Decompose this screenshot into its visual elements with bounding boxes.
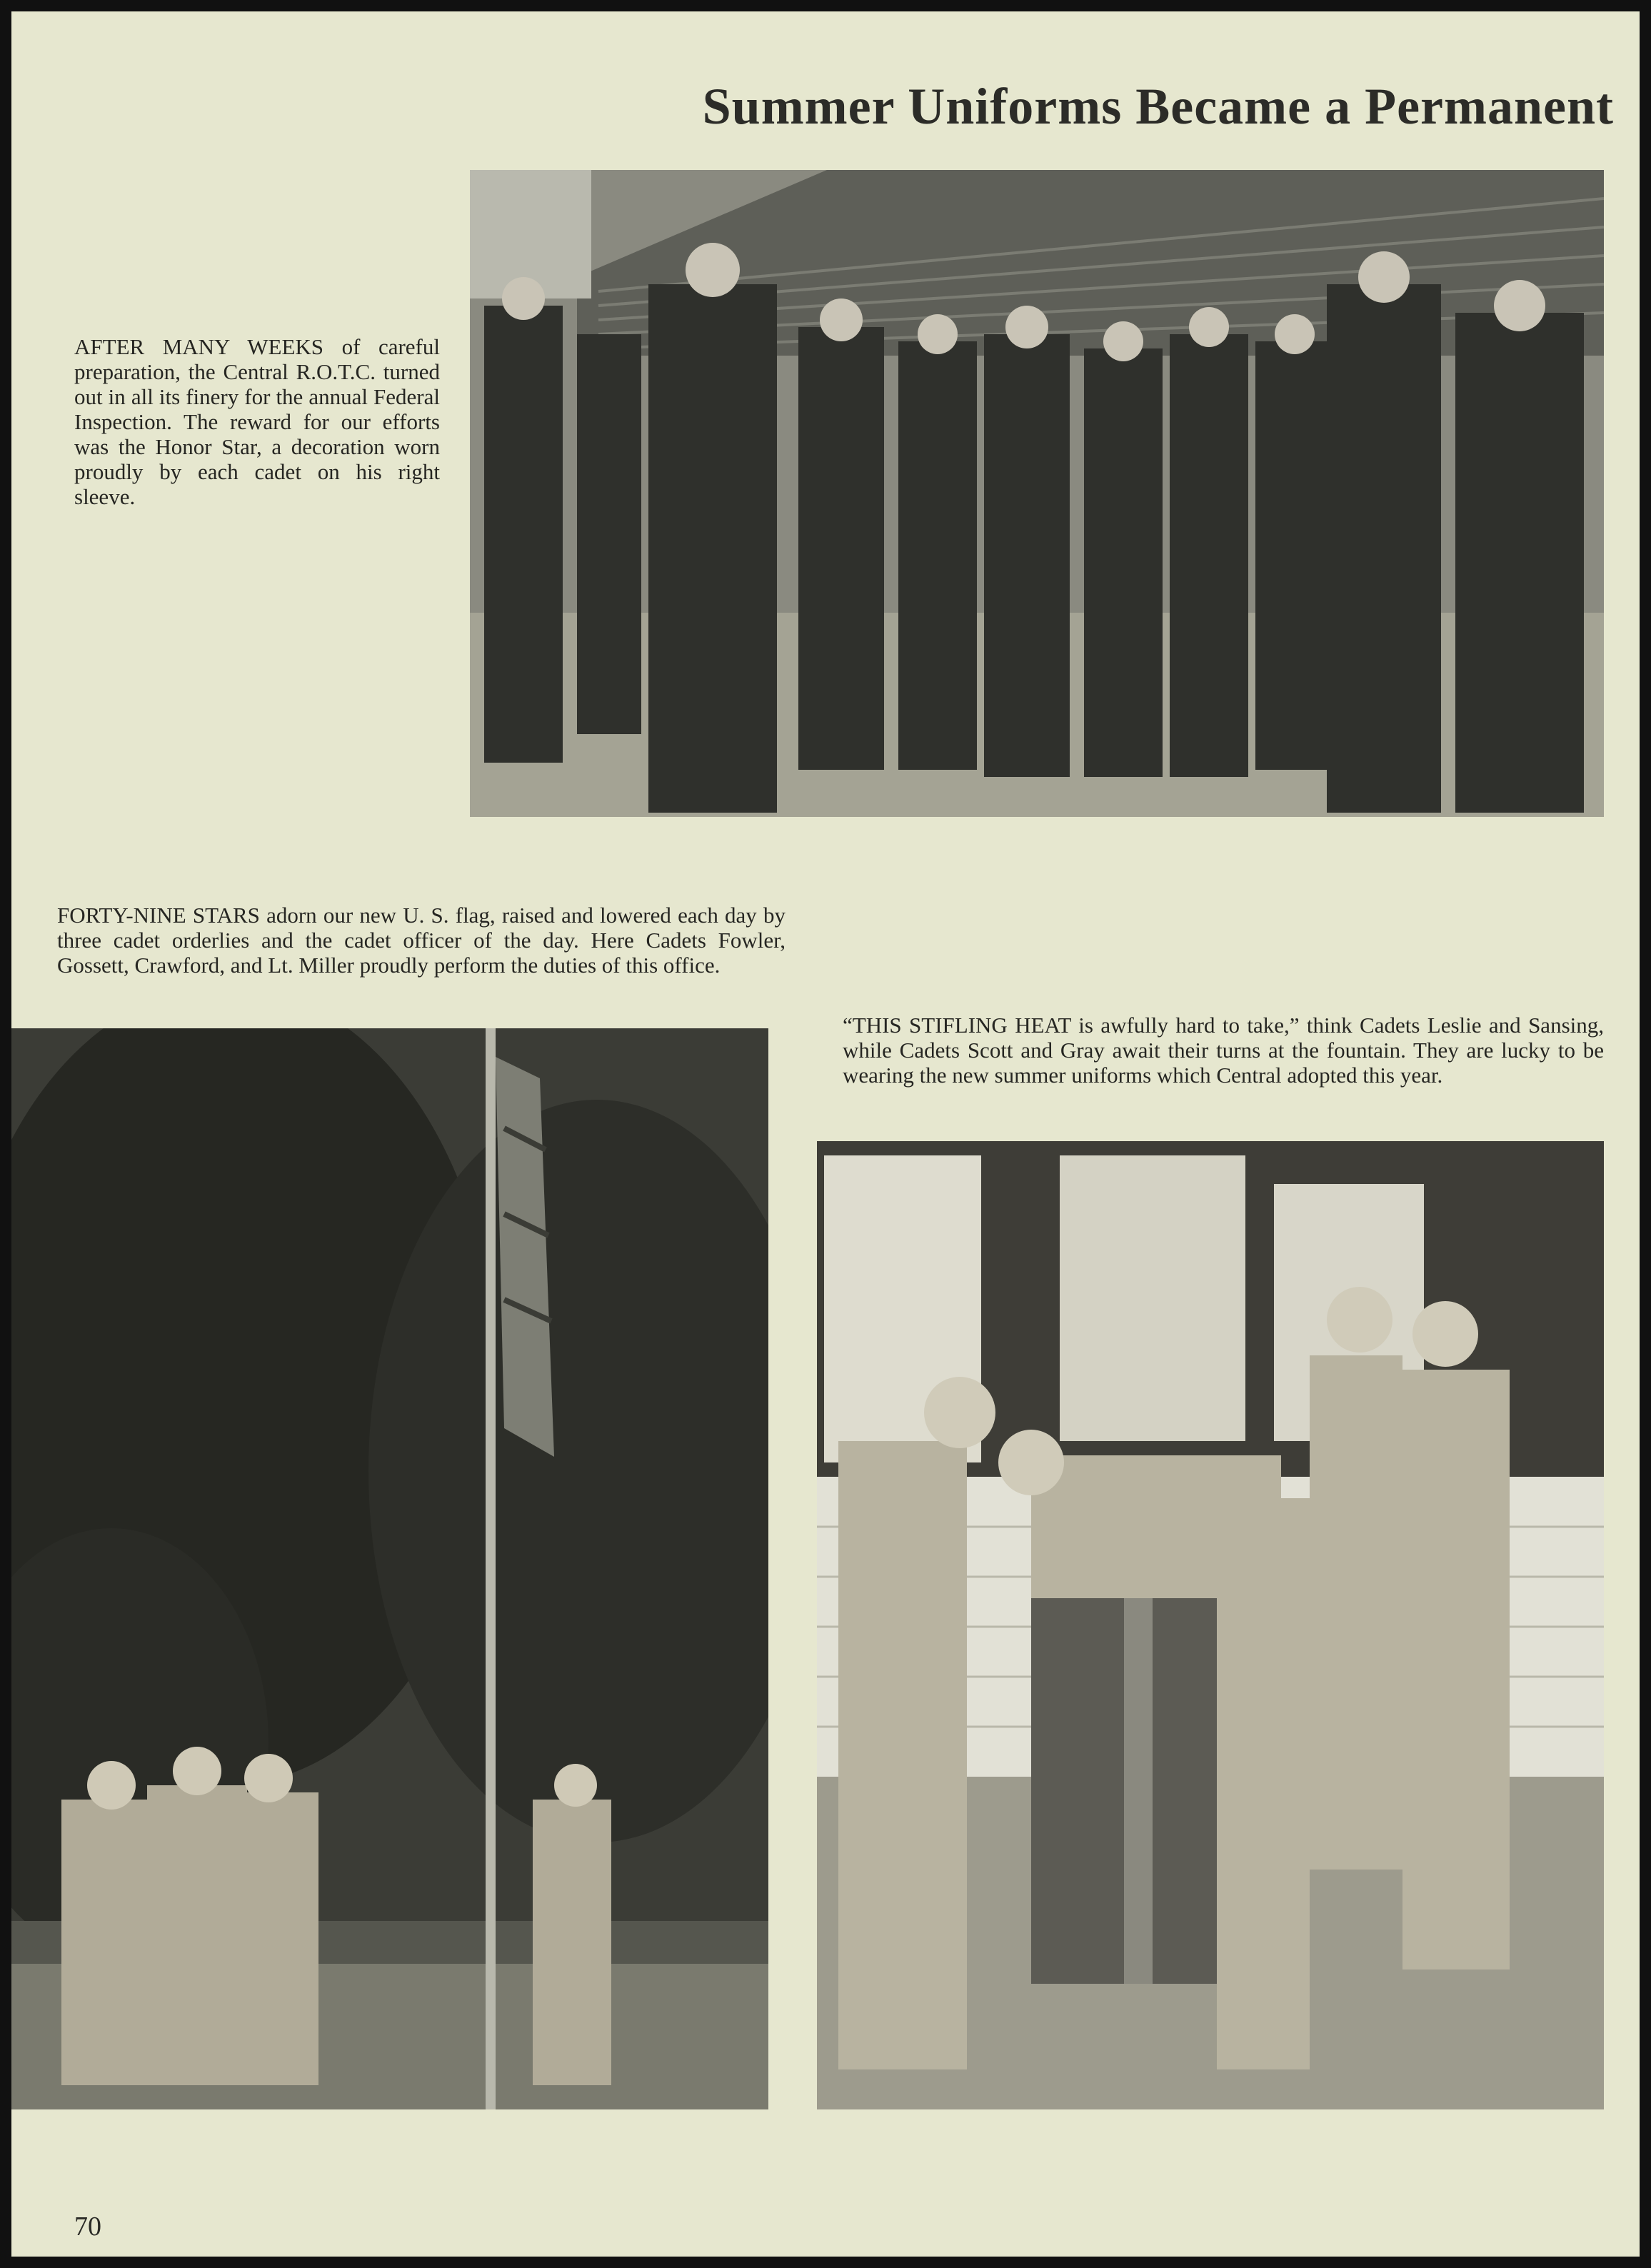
page-number: 70	[74, 2212, 101, 2242]
caption-fountain	[843, 1013, 1604, 1088]
caption-inspection	[74, 334, 440, 509]
photo-drinking-fountain	[817, 1141, 1604, 2109]
photo-federal-inspection	[470, 170, 1604, 817]
caption-fountain-body: is awfully hard to take,” think Cadets Leslie and Sansing, while Cadets Scott and Gray await their turns at the fountain. They are lucky to be wearing the new summer uniforms which Central adopted this year.	[843, 1013, 1604, 1088]
caption-inspection-lead: AFTER MANY WEEKS	[74, 334, 324, 359]
caption-flag-body: adorn our new U. S. flag, raised and lowered each day by three cadet orderlies and the cadet officer of the day. Here Cadets Fowler, Gossett, Crawford, and Lt. Miller proudly perform the duties of this office.	[57, 903, 786, 978]
caption-inspection-body: of careful preparation, the Central R.O.T.C. turned out in all its finery for the annual Federal Inspection. The reward for our efforts was the Honor Star, a decoration worn proudly by each cadet on his right sleeve.	[74, 334, 440, 509]
caption-flag	[57, 903, 786, 978]
caption-fountain-lead: “THIS STIFLING HEAT	[843, 1013, 1071, 1038]
page-headline: Summer Uniforms Became a Permanent	[702, 78, 1614, 135]
yearbook-page	[11, 11, 1640, 2257]
photo-flag-raising	[11, 1028, 768, 2109]
caption-flag-lead: FORTY-NINE STARS	[57, 903, 260, 928]
